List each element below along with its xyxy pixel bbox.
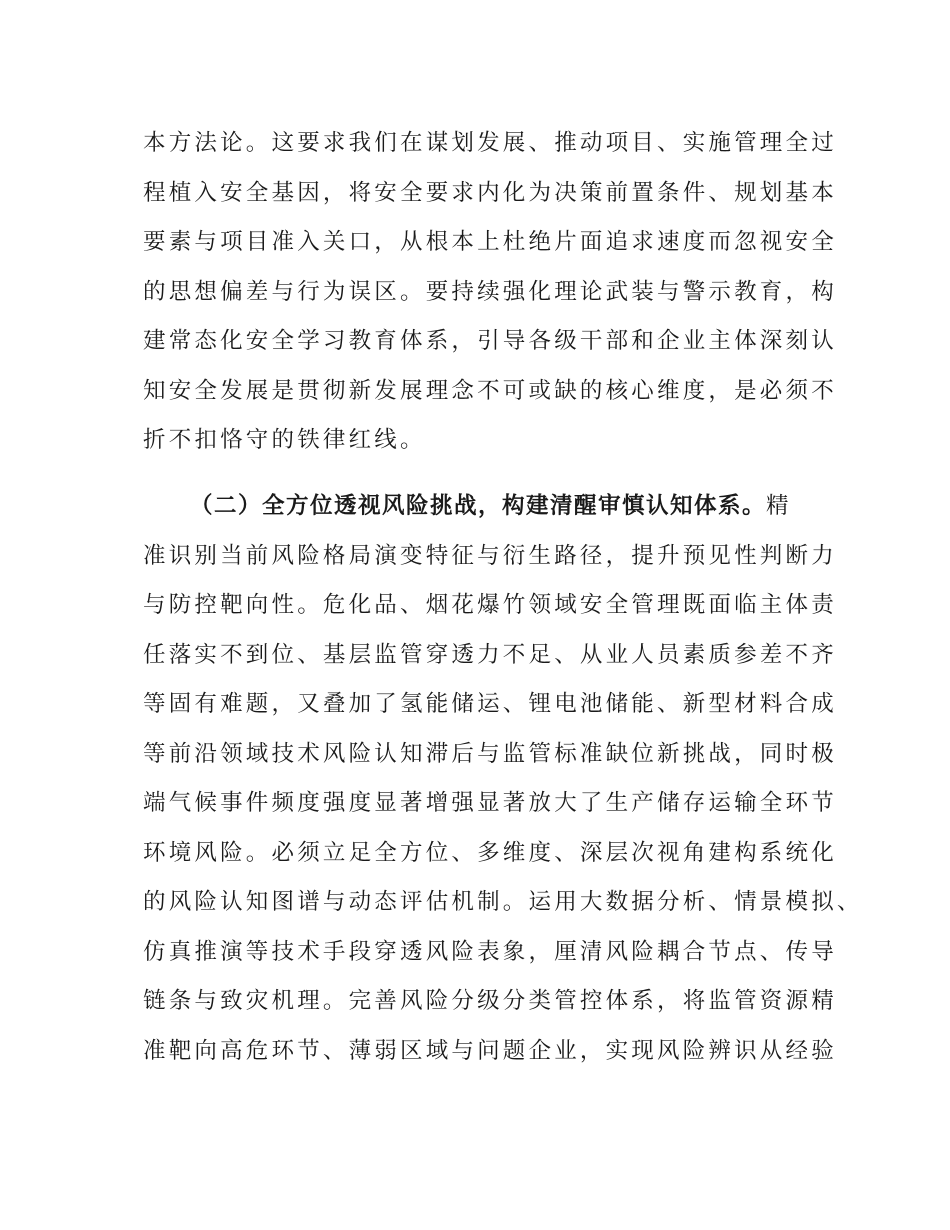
- paragraph-2-line: 等前沿领域技术风险认知滞后与监管标准缺位新挑战，同时极: [143, 740, 837, 767]
- paragraph-1-line: 建常态化安全学习教育体系，引导各级干部和企业主体深刻认: [143, 328, 837, 354]
- section-heading: （二）全方位透视风险挑战，构建清醒审慎认知体系。: [190, 493, 767, 519]
- paragraph-2-line: 的风险认知图谱与动态评估机制。运用大数据分析、情景模拟、: [143, 889, 863, 915]
- paragraph-2-first-line-rest: 精: [766, 493, 792, 519]
- paragraph-1: [143, 119, 837, 466]
- paragraph-1-line: 本方法论。这要求我们在谋划发展、推动项目、实施管理全过: [143, 130, 837, 156]
- paragraph-1-line: 程植入安全基因，将安全要求内化为决策前置条件、规划基本: [143, 179, 837, 206]
- paragraph-1-line: 的思想偏差与行为误区。要持续强化理论武装与警示教育，构: [143, 278, 837, 305]
- paragraph-1-line: 要素与项目准入关口，从根本上杜绝片面追求速度而忽视安全: [143, 229, 837, 255]
- paragraph-2-line: 仿真推演等技术手段穿透风险表象，厘清风险耦合节点、传导: [143, 938, 837, 965]
- paragraph-2-line: 任落实不到位、基层监管穿透力不足、从业人员素质参差不齐: [143, 641, 837, 668]
- paragraph-2: [143, 482, 863, 1076]
- paragraph-2-line: 链条与致灾机理。完善风险分级分类管控体系，将监管资源精: [143, 988, 837, 1014]
- paragraph-2-line: 准识别当前风险格局演变特征与衍生路径，提升预见性判断力: [143, 542, 837, 569]
- paragraph-2-line: 端气候事件频度强度显著增强显著放大了生产储存运输全环节: [143, 790, 837, 816]
- paragraph-1-line: 知安全发展是贯彻新发展理念不可或缺的核心维度，是必须不: [143, 377, 837, 404]
- paragraph-2-line: 准靶向高危环节、薄弱区域与问题企业，实现风险辨识从经验: [143, 1037, 837, 1064]
- paragraph-2-line: 与防控靶向性。危化品、烟花爆竹领域安全管理既面临主体责: [143, 592, 837, 618]
- paragraph-2-line: 等固有难题，又叠加了氢能储运、锂电池储能、新型材料合成: [143, 691, 837, 717]
- paragraph-2-first-line: [143, 482, 823, 532]
- paragraph-2-line: 环境风险。必须立足全方位、多维度、深层次视角建构系统化: [143, 839, 837, 866]
- paragraph-1-line: 折不扣恪守的铁律红线。: [143, 427, 426, 453]
